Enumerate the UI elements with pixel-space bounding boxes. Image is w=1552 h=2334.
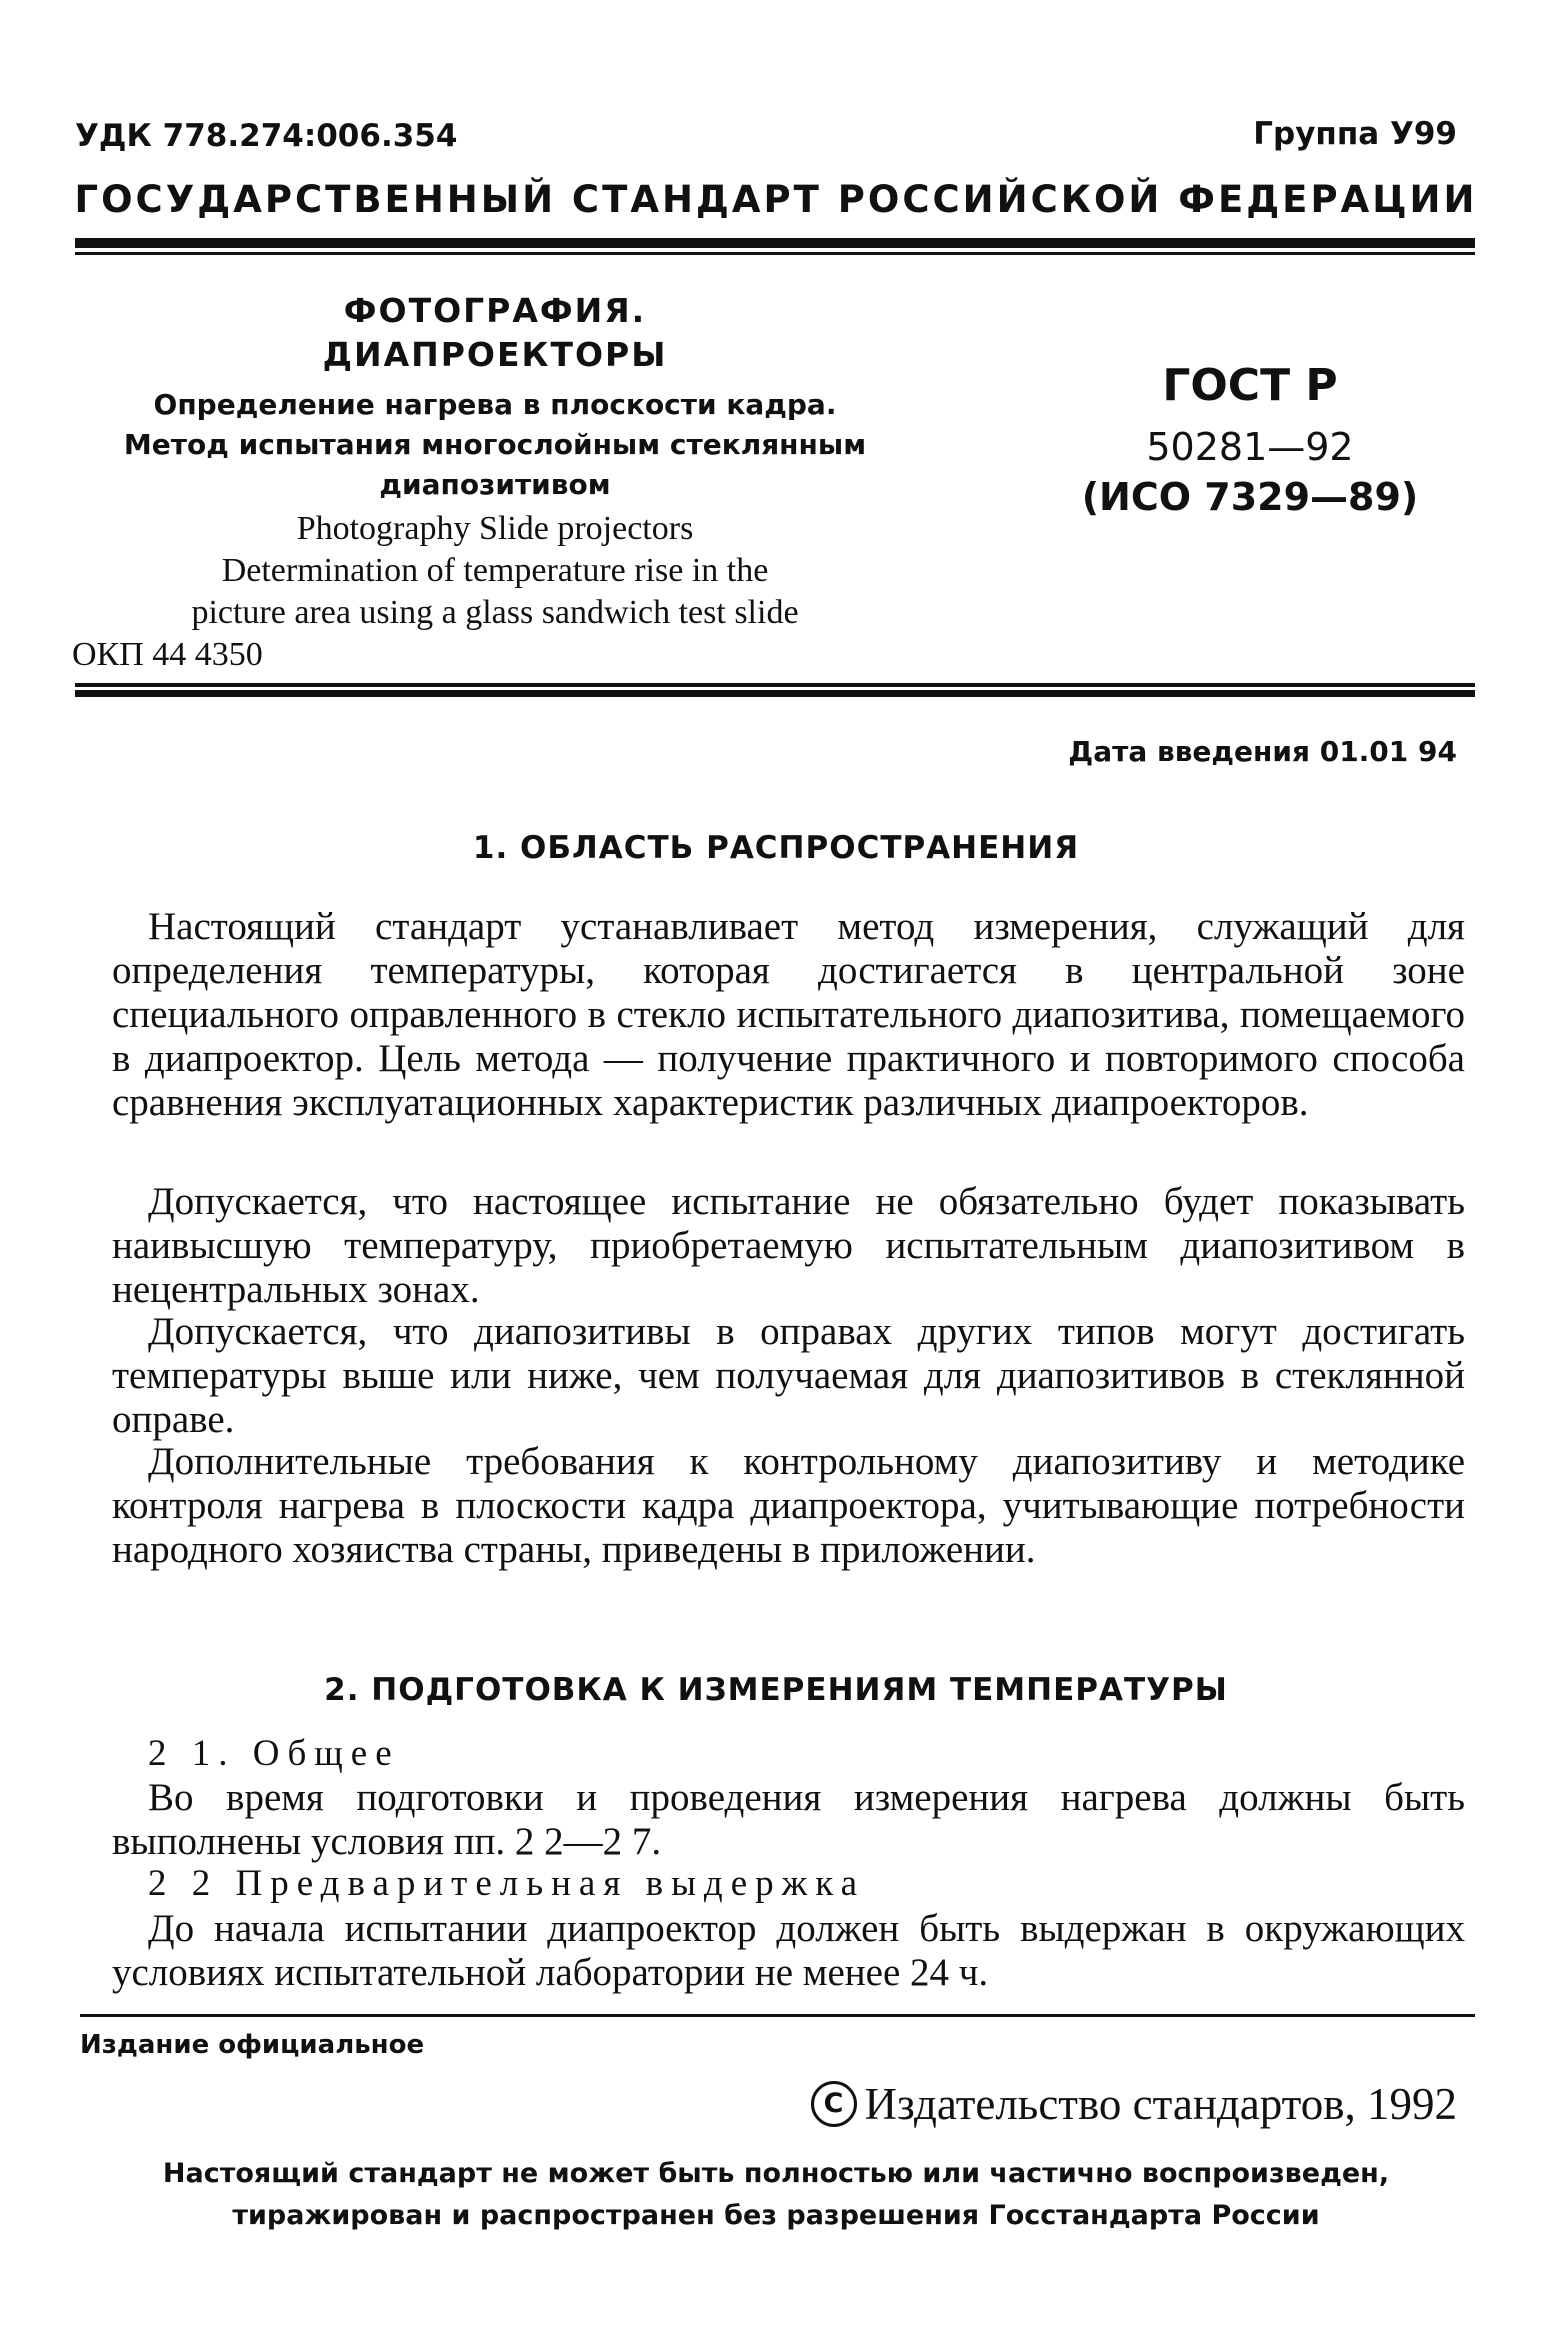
state-standard-title: ГОСУДАРСТВЕННЫЙ СТАНДАРТ РОССИЙСКОЙ ФЕДЕРАЦИИ bbox=[74, 178, 1478, 221]
gost-label: ГОСТ Р bbox=[1162, 360, 1338, 411]
iso-number: (ИСО 7329—89) bbox=[1081, 475, 1419, 519]
section-1-paragraph: Дополнительные требования к контрольному диапозитиву и методике контроля нагрева в плоскости кадра диапроектора, учитывающие потребности народного хозяиства страны, приведены в приложении. bbox=[112, 1440, 1465, 1571]
section-2-heading: 2. ПОДГОТОВКА К ИЗМЕРЕНИЯМ ТЕМПЕРАТУРЫ bbox=[324, 1672, 1228, 1708]
subsection-2-1-text: Во время подготовки и проведения измерения нагрева должны быть выполнены условия пп. 2 2—2 7. bbox=[112, 1776, 1465, 1863]
english-title-line-1: Photography Slide projectors bbox=[296, 510, 694, 547]
okp-code: ОКП 44 4350 bbox=[72, 636, 263, 673]
copyright-icon: C bbox=[811, 2081, 857, 2127]
document-title-line-1: ФОТОГРАФИЯ. bbox=[343, 291, 647, 330]
gost-number: 50281—92 bbox=[1146, 425, 1354, 469]
document-title-line-2: ДИАПРОЕКТОРЫ bbox=[322, 335, 668, 374]
footer-rule bbox=[80, 2014, 1475, 2017]
english-title-line-3: picture area using a glass sandwich test slide bbox=[191, 594, 799, 631]
udk-code: УДК 778.274:006.354 bbox=[75, 118, 458, 154]
reproduction-notice-line-2: тиражирован и распространен без разрешения Госстандарта России bbox=[232, 2200, 1320, 2231]
official-edition-label: Издание официальное bbox=[80, 2030, 425, 2060]
document-subtitle-line-3: диапозитивом bbox=[379, 468, 611, 501]
section-1-heading: 1. ОБЛАСТЬ РАСПРОСТРАНЕНИЯ bbox=[472, 830, 1080, 866]
english-title-line-2: Determination of temperature rise in the bbox=[221, 552, 769, 589]
section-1-paragraph: Допускается, что настоящее испытание не обязательно будет показывать наивысшую температуру, приобретаемую испытательным диапозитивом в нецентральных зонах. bbox=[112, 1180, 1465, 1311]
copyright-line bbox=[811, 2078, 1457, 2130]
copyright-text: Издательство стандартов, 1992 bbox=[864, 2079, 1457, 2129]
group-code: Группа У99 bbox=[1253, 116, 1457, 152]
subsection-2-2-title: 2 2 Предварительная выдержка bbox=[148, 1863, 866, 1904]
introduction-date: Дата введения 01.01 94 bbox=[1068, 735, 1457, 768]
document-subtitle-line-2: Метод испытания многослойным стеклянным bbox=[123, 428, 867, 461]
subsection-2-2-text: До начала испытании диапроектор должен быть выдержан в окружающих условиях испытательной лаборатории не менее 24 ч. bbox=[112, 1907, 1465, 1994]
section-1-paragraph: Допускается, что диапозитивы в оправах других типов могут достигать температуры выше или ниже, чем получаемая для диапозитивов в стеклянной оправе. bbox=[112, 1310, 1465, 1441]
reproduction-notice-line-1: Настоящий стандарт не может быть полностью или частично воспроизведен, bbox=[162, 2158, 1390, 2189]
subsection-2-1-title: 2 1. Общее bbox=[148, 1733, 400, 1774]
section-1-paragraph: Настоящий стандарт устанавливает метод измерения, служащий для определения температуры, которая достигается в центральной зоне специального оправленного в стекло испытательного диапозитива, помещаемого в диапроектор. Цель метода — получение практичного и повторимого способа сравнения эксплуатационных характеристик различных диапроекторов. bbox=[112, 905, 1465, 1124]
top-thin-rule bbox=[75, 252, 1475, 255]
middle-thick-rule bbox=[75, 690, 1475, 697]
top-thick-rule bbox=[75, 238, 1475, 248]
middle-thin-rule bbox=[75, 683, 1475, 687]
document-subtitle-line-1: Определение нагрева в плоскости кадра. bbox=[153, 388, 837, 421]
